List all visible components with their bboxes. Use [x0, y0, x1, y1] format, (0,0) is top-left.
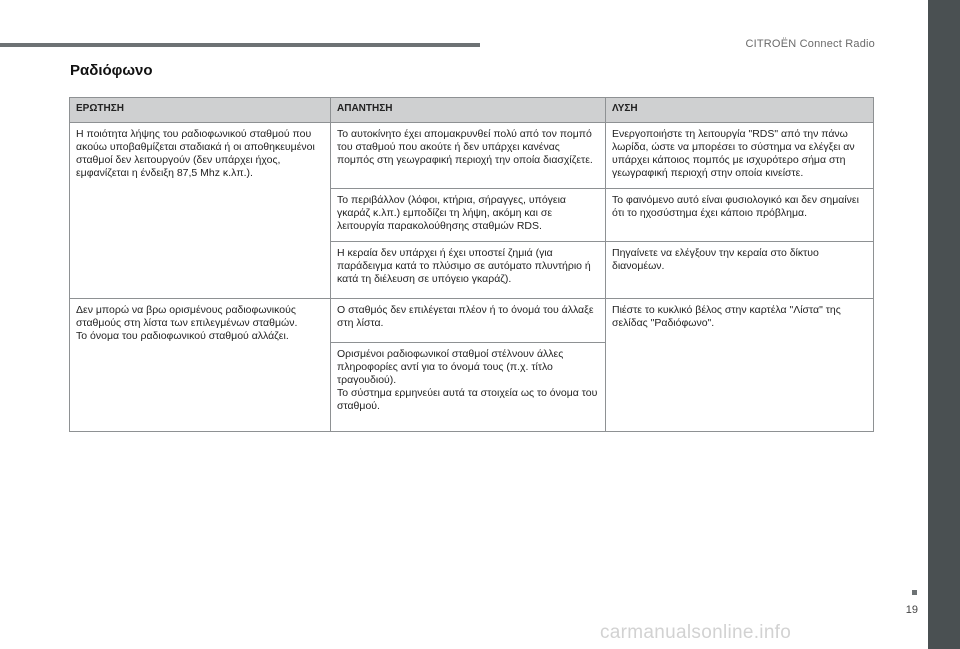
answer-cell: Ο σταθμός δεν επιλέγεται πλέον ή το όνομά του άλλαξε στη λίστα.: [331, 299, 606, 343]
question-cell: Η ποιότητα λήψης του ραδιοφωνικού σταθμού που ακούω υποβαθμίζεται σταδιακά ή οι αποθηκευμένοι σταθμοί δεν λειτουργούν (δεν υπάρχει ήχος, εμφανίζεται η ένδειξη 87,5 Mhz κ.λπ.).: [70, 123, 331, 299]
column-header-answer: ΑΠΑΝΤΗΣΗ: [331, 98, 606, 123]
side-bar: [928, 0, 960, 649]
solution-cell: Πιέστε το κυκλικό βέλος στην καρτέλα "Λίστα" της σελίδας "Ραδιόφωνο".: [606, 299, 874, 432]
brand-label: CITROËN Connect Radio: [745, 38, 875, 50]
page-marker: [912, 590, 917, 595]
column-header-question: ΕΡΩΤΗΣΗ: [70, 98, 331, 123]
table-header-row: [70, 98, 874, 123]
page-number: 19: [905, 604, 918, 616]
answer-cell: Το περιβάλλον (λόφοι, κτήρια, σήραγγες, υπόγεια γκαράζ κ.λπ.) εμποδίζει τη λήψη, ακόμη και σε λειτουργία παρακολούθησης σταθμών RDS.: [331, 189, 606, 242]
solution-cell: Πηγαίνετε να ελέγξουν την κεραία στο δίκτυο διανομέων.: [606, 242, 874, 299]
table-row: [70, 299, 874, 343]
question-cell: Δεν μπορώ να βρω ορισμένους ραδιοφωνικούς σταθμούς στη λίστα των επιλεγμένων σταθμών. Το όνομα του ραδιοφωνικού σταθμού αλλάζει.: [70, 299, 331, 432]
faq-table: [69, 97, 874, 432]
table-row: [70, 123, 874, 189]
answer-cell: Το αυτοκίνητο έχει απομακρυνθεί πολύ από τον πομπό του σταθμού που ακούτε ή δεν υπάρχει κανένας πομπός στη γεωγραφική περιοχή την οποία διασχίζετε.: [331, 123, 606, 189]
answer-cell: Ορισμένοι ραδιοφωνικοί σταθμοί στέλνουν άλλες πληροφορίες αντί για το όνομά τους (π.χ. τίτλο τραγουδιού). Το σύστημα ερμηνεύει αυτά τα στοιχεία ως το όνομα του σταθμού.: [331, 343, 606, 432]
page-title: Ραδιόφωνο: [70, 62, 153, 79]
watermark: carmanualsonline.info: [600, 622, 792, 643]
column-header-solution: ΛΥΣΗ: [606, 98, 874, 123]
answer-cell: Η κεραία δεν υπάρχει ή έχει υποστεί ζημιά (για παράδειγμα κατά το πλύσιμο σε αυτόματο πλυντήριο ή κατά τη διέλευση σε υπόγειο γκαράζ).: [331, 242, 606, 299]
solution-cell: Το φαινόμενο αυτό είναι φυσιολογικό και δεν σημαίνει ότι το ηχοσύστημα έχει κάποιο πρόβλημα.: [606, 189, 874, 242]
solution-cell: Ενεργοποιήστε τη λειτουργία "RDS" από την πάνω λωρίδα, ώστε να μπορέσει το σύστημα να ελέγξει αν υπάρχει κάποιος πομπός με ισχυρότερο σήμα στη γεωγραφική περιοχή στην οποία κινείστε.: [606, 123, 874, 189]
header-rule: [0, 43, 480, 47]
